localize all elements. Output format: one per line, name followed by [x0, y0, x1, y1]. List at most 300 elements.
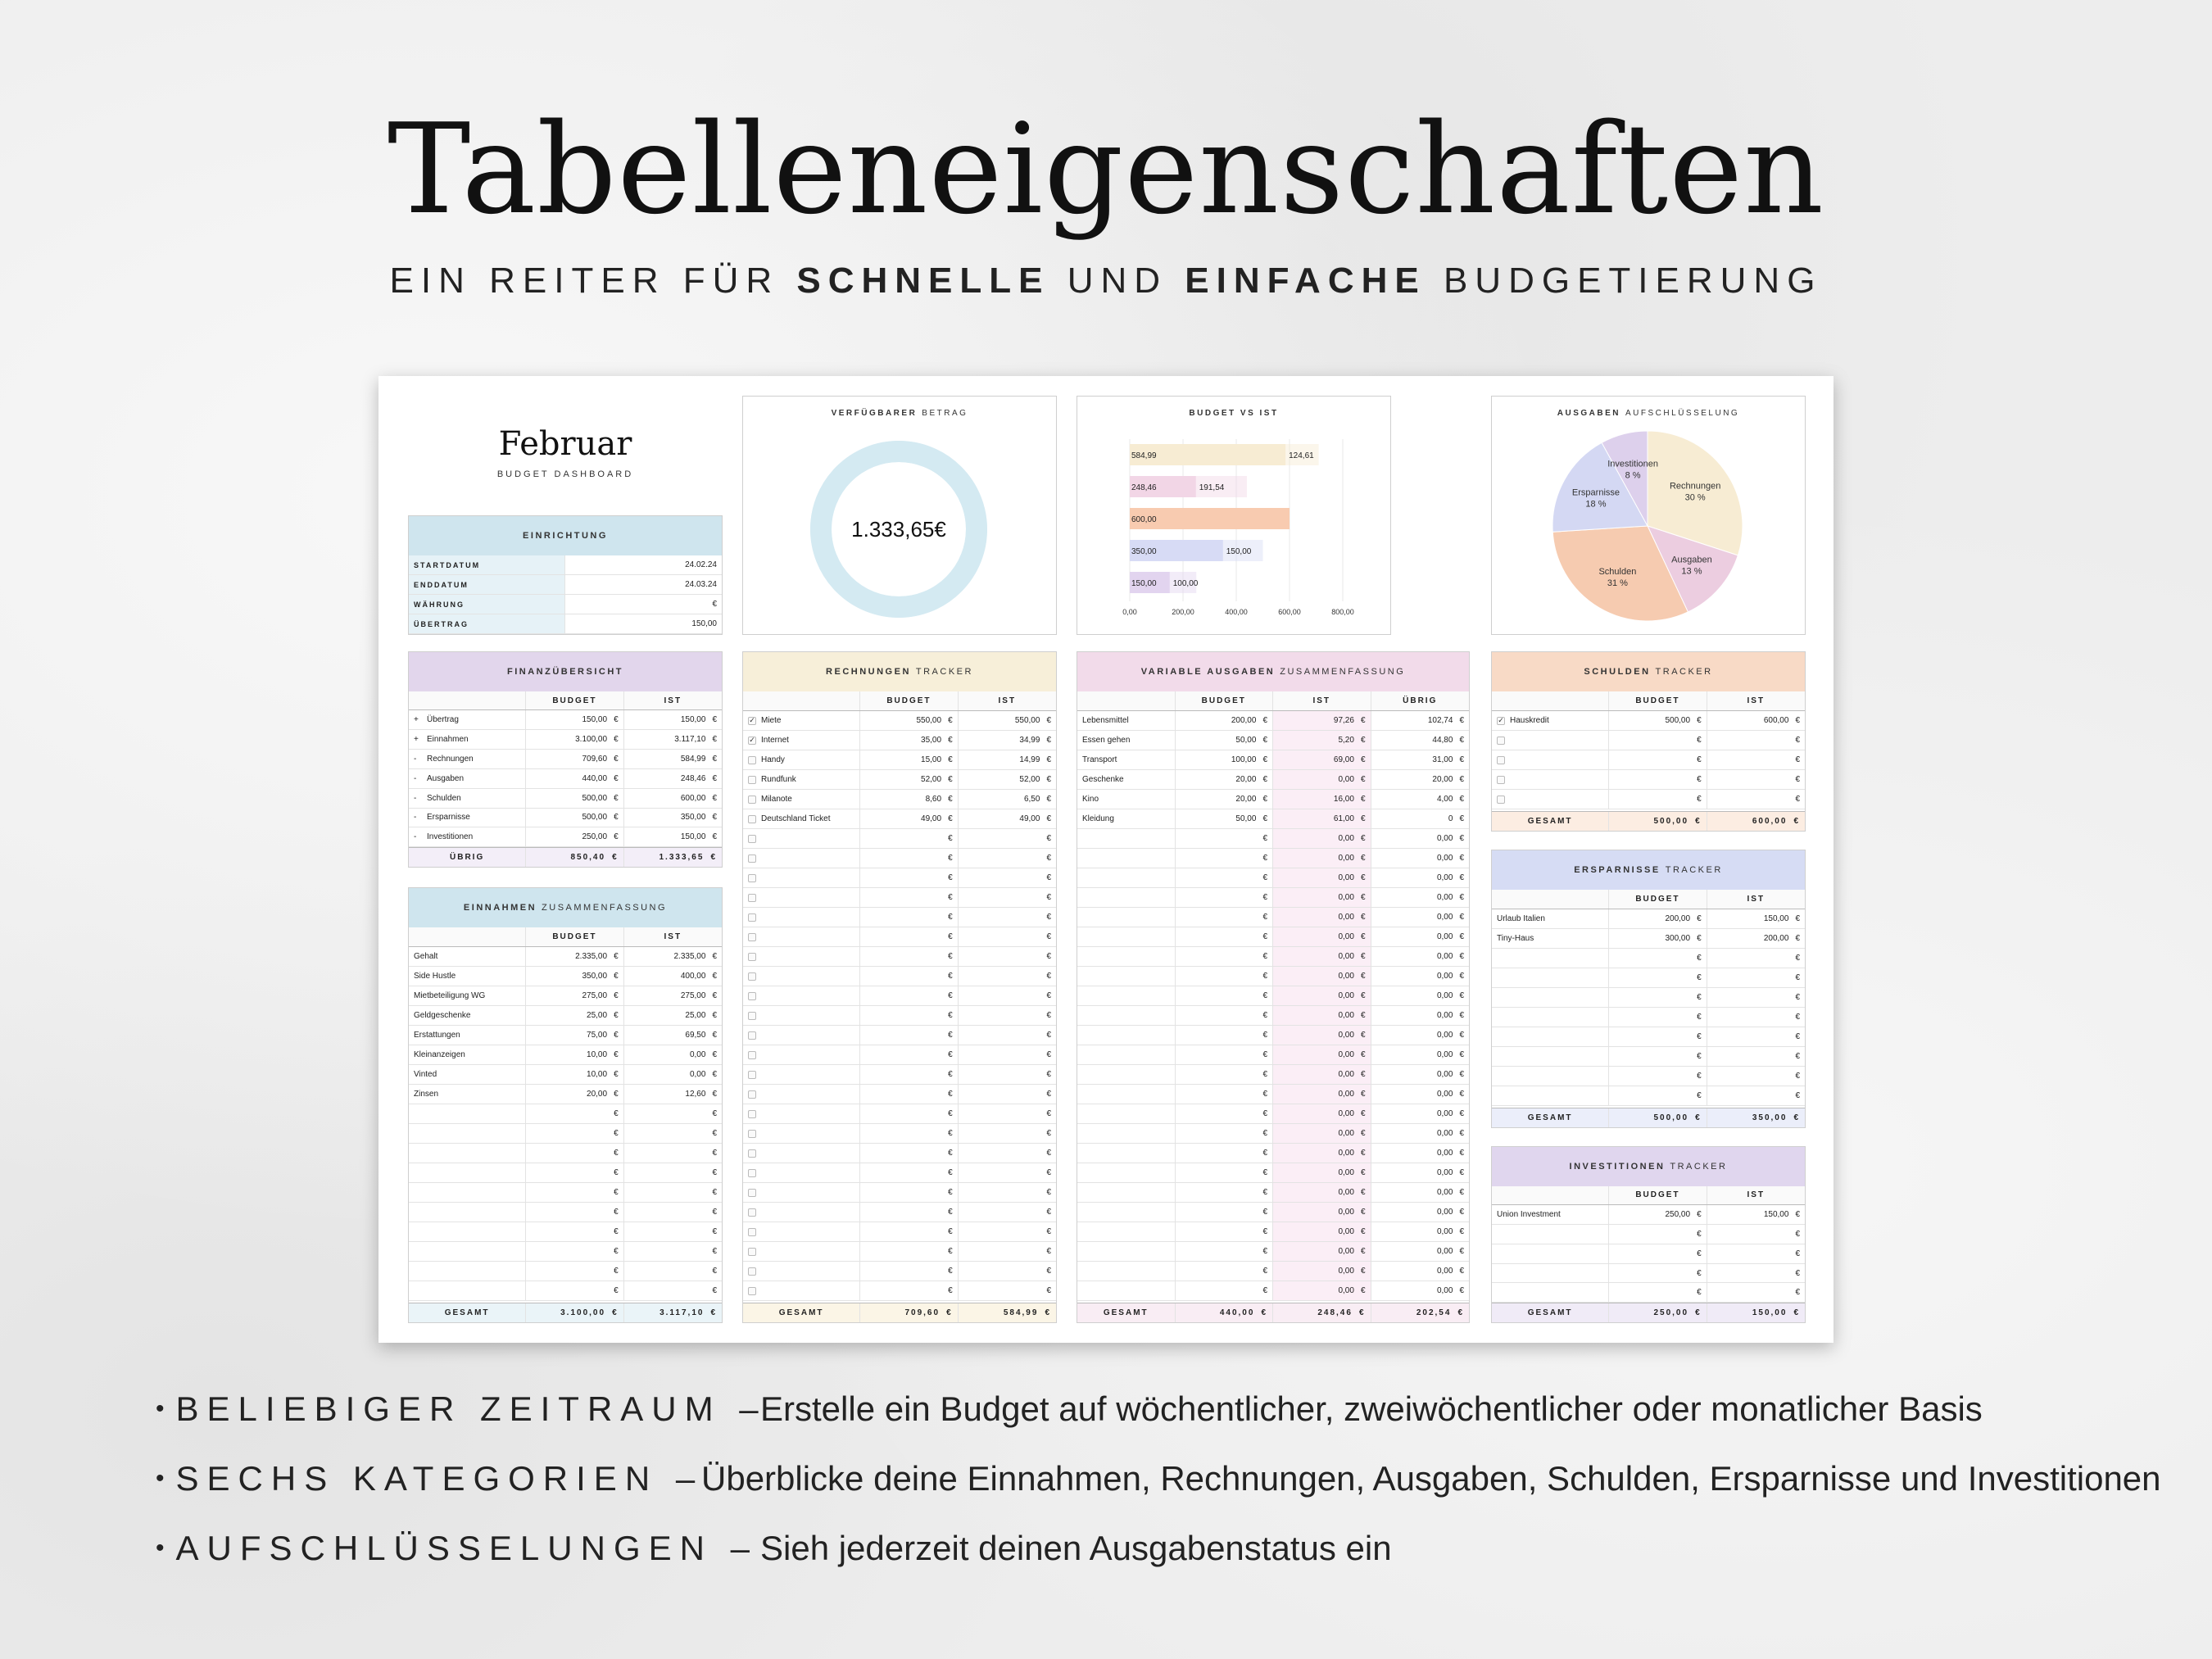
schulden-currency: €: [1695, 817, 1702, 826]
variable-currency: €: [1360, 1149, 1366, 1158]
einnahmen-empty-budget: [526, 1203, 623, 1222]
einnahmen-budget: [526, 967, 623, 986]
ersparnisse-item-name: [1492, 909, 1609, 928]
einnahmen-currency: €: [614, 952, 619, 961]
finanz-ist-text: 3.117,10: [674, 735, 706, 745]
variable-empty-uebrig: [1371, 868, 1470, 887]
ersparnisse-row: [1492, 929, 1805, 949]
ersparnisse-currency: €: [1795, 1052, 1800, 1061]
rechnungen-empty-ist: [959, 1104, 1056, 1123]
variable-row: [1077, 1085, 1469, 1104]
ersparnisse-currency: €: [1697, 1032, 1702, 1041]
variable-uebrig-text: 44,80: [1432, 736, 1453, 745]
x-tick-label: 800,00: [1331, 608, 1354, 616]
variable-ist-text: 69,00: [1333, 755, 1354, 764]
rechnungen-checkbox[interactable]: [748, 933, 756, 941]
einrichtung-key: WÄHRUNG: [409, 595, 565, 614]
variable-empty-ist-text: 0,00: [1338, 1168, 1354, 1177]
rechnungen-column-header: [743, 691, 1056, 711]
rechnungen-empty-budget: [860, 849, 958, 868]
variable-currency: €: [1262, 893, 1267, 902]
einnahmen-empty-name: [409, 1183, 526, 1202]
rechnungen-checkbox[interactable]: [748, 796, 756, 804]
variable-empty-ist-text: 0,00: [1338, 991, 1354, 1000]
rechnungen-checkbox[interactable]: [748, 1130, 756, 1138]
variable-row: [1077, 1242, 1469, 1262]
einnahmen-row: [409, 1026, 722, 1045]
variable-empty-ist-text: 0,00: [1338, 1267, 1354, 1276]
rechnungen-row: [743, 908, 1056, 927]
finanz-currency: €: [614, 832, 619, 842]
finanz-budget: [526, 789, 623, 808]
schulden-checkbox[interactable]: ✓: [1498, 716, 1504, 724]
einnahmen-empty-ist: [624, 1183, 722, 1202]
investitionen-currency: €: [1795, 1249, 1800, 1258]
variable-empty-budget: [1176, 1124, 1274, 1143]
finanz-header: [409, 652, 722, 691]
rechnungen-checkbox[interactable]: [748, 835, 756, 843]
variable-empty-uebrig: [1371, 1045, 1470, 1064]
variable-empty-ist-text: 0,00: [1338, 1227, 1354, 1236]
variable-empty-uebrig-text: 0,00: [1436, 952, 1453, 961]
einnahmen-item-name: [409, 1045, 526, 1064]
rechnungen-budget: [860, 770, 958, 789]
variable-currency: €: [1360, 716, 1366, 725]
x-tick-label: 400,00: [1225, 608, 1248, 616]
investitionen-column-header: [1492, 1186, 1805, 1206]
feature-desc: Überblicke deine Einnahmen, Rechnungen, Ausgaben, Schulden, Ersparnisse und Investitionen: [701, 1459, 2161, 1498]
variable-budget-text: 200,00: [1231, 716, 1257, 725]
schulden-item-name-text: Hauskredit: [1510, 716, 1549, 725]
variable-ist-text: 16,00: [1333, 795, 1354, 804]
variable-empty-name: [1077, 1242, 1176, 1261]
rechnungen-checkbox[interactable]: [748, 894, 756, 902]
pie-slice-name: Rechnungen: [1669, 481, 1721, 492]
variable-empty-ist: [1273, 1104, 1371, 1123]
rechnungen-checkbox[interactable]: [748, 1267, 756, 1276]
rechnungen-checkbox[interactable]: [748, 1110, 756, 1118]
variable-currency: €: [1262, 1070, 1267, 1079]
investitionen-empty-budget: [1609, 1264, 1707, 1283]
schulden-checkbox[interactable]: [1497, 756, 1505, 764]
einrichtung-key: ENDDATUM: [409, 575, 565, 594]
einrichtung-row: [409, 614, 722, 634]
ersparnisse-empty-name: [1492, 968, 1609, 987]
rechnungen-checkbox[interactable]: [748, 1248, 756, 1256]
schulden-item-name: [1492, 711, 1609, 730]
variable-footer-b-text: 440,00: [1219, 1308, 1255, 1317]
finanz-col-2: IST: [664, 696, 682, 705]
finanz-ist: [624, 710, 722, 729]
rechnungen-currency: €: [1046, 873, 1051, 882]
variable-empty-uebrig: [1371, 1163, 1470, 1182]
rechnungen-checkbox[interactable]: [748, 1189, 756, 1197]
einnahmen-row: [409, 1085, 722, 1104]
variable-empty-uebrig-text: 0,00: [1436, 1129, 1453, 1138]
rechnungen-empty-budget: [860, 1124, 958, 1143]
rechnungen-currency: €: [1046, 795, 1051, 804]
rechnungen-currency: €: [948, 1188, 953, 1197]
variable-empty-budget: [1176, 1026, 1274, 1045]
finanz-sign: -: [414, 754, 417, 764]
rechnungen-checkbox[interactable]: [748, 1228, 756, 1236]
rechnungen-currency: €: [948, 932, 953, 941]
rechnungen-empty-ist: [959, 1065, 1056, 1084]
pie-chart: [1492, 429, 1806, 634]
pie-header: [1492, 397, 1805, 429]
finanz-budget: [526, 827, 623, 846]
rechnungen-empty-ist: [959, 868, 1056, 887]
variable-currency: €: [1360, 1247, 1366, 1256]
einnahmen-currency: €: [712, 1129, 717, 1138]
rechnungen-currency: €: [948, 873, 953, 882]
schulden-currency: €: [1697, 755, 1702, 764]
schulden-footer: [1492, 811, 1805, 831]
variable-empty-ist: [1273, 908, 1371, 927]
finanz-row: [409, 789, 722, 809]
subtitle-part: BUDGETIERUNG: [1426, 261, 1823, 301]
variable-budget: [1176, 770, 1274, 789]
rechnungen-row: [743, 927, 1056, 947]
rechnungen-empty-budget: [860, 868, 958, 887]
variable-item-name: [1077, 790, 1176, 809]
finanz-item-name: [409, 809, 526, 827]
feature-key: AUFSCHLÜSSELUNGEN –: [175, 1529, 758, 1567]
investitionen-currency: €: [1697, 1288, 1702, 1298]
variable-col-1: BUDGET: [1176, 691, 1274, 710]
variable-currency: €: [1262, 755, 1267, 764]
variable-empty-name: [1077, 1222, 1176, 1241]
finanz-col-1: BUDGET: [526, 691, 623, 710]
investitionen-currency: €: [1795, 1230, 1800, 1239]
einnahmen-budget: [526, 947, 623, 966]
einnahmen-ist: [624, 1006, 722, 1025]
variable-currency: €: [1360, 1090, 1366, 1099]
rechnungen-row: [743, 829, 1056, 849]
variable-currency: €: [1262, 932, 1267, 941]
rechnungen-checkbox[interactable]: [748, 756, 756, 764]
variable-currency: €: [1262, 1050, 1267, 1059]
schulden-currency: €: [1795, 736, 1800, 745]
variable-uebrig: [1371, 750, 1470, 769]
rechnungen-checkbox[interactable]: [748, 1149, 756, 1158]
rechnungen-header: [743, 652, 1056, 691]
schulden-checkbox[interactable]: [1497, 737, 1505, 745]
rechnungen-currency: €: [1046, 736, 1051, 745]
ersparnisse-currency: €: [1795, 1072, 1800, 1081]
variable-currency: €: [1360, 1129, 1366, 1138]
finanz-title: FINANZÜBERSICHT: [507, 666, 623, 677]
investitionen-footer-b: [1609, 1303, 1707, 1322]
investitionen-col-1: BUDGET: [1609, 1186, 1707, 1205]
rechnungen-item-name: [743, 731, 860, 750]
einnahmen-empty-ist: [624, 1163, 722, 1182]
finanz-ist: [624, 827, 722, 846]
ersparnisse-row: [1492, 949, 1805, 968]
variable-currency: €: [1262, 1011, 1267, 1020]
investitionen-footer-n: [1492, 1303, 1609, 1322]
rechnungen-budget-text: 15,00: [921, 755, 942, 764]
variable-empty-ist: [1273, 1006, 1371, 1025]
rechnungen-row: [743, 731, 1056, 750]
rechnungen-row: [743, 849, 1056, 868]
rechnungen-checkbox[interactable]: [748, 854, 756, 863]
variable-empty-uebrig-text: 0,00: [1436, 1050, 1453, 1059]
variable-empty-budget: [1176, 1262, 1274, 1281]
einnahmen-empty-budget: [526, 1163, 623, 1182]
rechnungen-empty-name: [743, 967, 860, 986]
rechnungen-empty-budget: [860, 1045, 958, 1064]
variable-empty-uebrig: [1371, 927, 1470, 946]
variable-currency: €: [1459, 1070, 1464, 1079]
donut-chart: [743, 429, 1058, 634]
investitionen-empty-name: [1492, 1283, 1609, 1302]
variable-empty-ist-text: 0,00: [1338, 1070, 1354, 1079]
rechnungen-row: [743, 1026, 1056, 1045]
finanz-currency: €: [712, 715, 717, 725]
ersparnisse-budget: [1609, 909, 1707, 928]
variable-table: [1077, 651, 1470, 1323]
einnahmen-ist: [624, 1026, 722, 1045]
finanz-sign: +: [414, 715, 419, 725]
variable-currency: €: [1459, 775, 1464, 784]
investitionen-row: [1492, 1283, 1805, 1303]
rechnungen-currency: €: [1046, 932, 1051, 941]
rechnungen-ist: [959, 711, 1056, 730]
variable-empty-budget: [1176, 888, 1274, 907]
ersparnisse-currency: €: [1697, 1052, 1702, 1061]
rechnungen-empty-ist: [959, 986, 1056, 1005]
schulden-header: [1492, 652, 1805, 691]
variable-currency: €: [1459, 873, 1464, 882]
variable-currency: €: [1262, 1090, 1267, 1099]
rechnungen-footer-b-text: 709,60: [904, 1308, 941, 1317]
ersparnisse-currency: €: [1795, 993, 1800, 1002]
variable-empty-uebrig: [1371, 1222, 1470, 1241]
rechnungen-item-name: [743, 809, 860, 828]
einnahmen-empty-ist: [624, 1104, 722, 1123]
variable-empty-uebrig-text: 0,00: [1436, 1011, 1453, 1020]
rechnungen-checkbox[interactable]: [748, 1071, 756, 1079]
rechnungen-checkbox[interactable]: [748, 815, 756, 823]
finanz-currency: €: [712, 773, 717, 783]
rechnungen-currency: €: [1046, 991, 1051, 1000]
rechnungen-row: [743, 1281, 1056, 1301]
rechnungen-checkbox[interactable]: [748, 1051, 756, 1059]
rechnungen-empty-name: [743, 1006, 860, 1025]
variable-currency: €: [1262, 1031, 1267, 1040]
einnahmen-item-name-text: Gehalt: [414, 952, 438, 961]
schulden-checkbox[interactable]: [1497, 776, 1505, 784]
variable-currency: €: [1262, 1267, 1267, 1276]
rechnungen-row: [743, 947, 1056, 967]
variable-empty-uebrig: [1371, 1085, 1470, 1104]
finanz-item-name-text: Schulden: [427, 793, 461, 803]
investitionen-currency: €: [1697, 1268, 1702, 1278]
finanz-item-name: [409, 750, 526, 768]
rechnungen-currency: €: [1046, 1188, 1051, 1197]
variable-empty-uebrig-text: 0,00: [1436, 1188, 1453, 1197]
rechnungen-checkbox[interactable]: [748, 992, 756, 1000]
ersparnisse-empty-ist: [1707, 1047, 1805, 1066]
variable-empty-ist: [1273, 1281, 1371, 1300]
ersparnisse-footer-n-text: GESAMT: [1527, 1113, 1573, 1122]
variable-empty-ist: [1273, 849, 1371, 868]
einnahmen-ist-text: 0,00: [689, 1050, 706, 1059]
variable-empty-uebrig-text: 0,00: [1436, 1090, 1453, 1099]
rechnungen-currency: €: [1046, 1267, 1051, 1276]
rechnungen-row: [743, 1006, 1056, 1026]
variable-footer-b: [1176, 1303, 1274, 1322]
rechnungen-checkbox[interactable]: ✓: [749, 716, 755, 724]
variable-empty-ist: [1273, 888, 1371, 907]
rechnungen-checkbox[interactable]: [748, 776, 756, 784]
variable-empty-name: [1077, 1144, 1176, 1163]
variable-budget: [1176, 731, 1274, 750]
einnahmen-currency: €: [712, 1208, 717, 1217]
variable-empty-uebrig: [1371, 888, 1470, 907]
rechnungen-checkbox[interactable]: [748, 1287, 756, 1295]
dashboard-label: BUDGET DASHBOARD: [496, 469, 634, 479]
variable-empty-ist-text: 0,00: [1338, 1031, 1354, 1040]
rechnungen-empty-budget: [860, 1065, 958, 1084]
rechnungen-currency: €: [948, 1247, 953, 1256]
bullet-dot: •: [156, 1534, 165, 1562]
einnahmen-row: [409, 1163, 722, 1183]
rechnungen-budget-text: 52,00: [921, 775, 942, 784]
schulden-table: [1491, 651, 1806, 832]
rechnungen-budget: [860, 711, 958, 730]
einnahmen-currency: €: [712, 1267, 717, 1276]
variable-empty-budget: [1176, 868, 1274, 887]
ersparnisse-empty-name: [1492, 1047, 1609, 1066]
investitionen-budget: [1609, 1205, 1707, 1224]
variable-empty-ist-text: 0,00: [1338, 932, 1354, 941]
rechnungen-checkbox[interactable]: [748, 972, 756, 981]
variable-empty-ist-text: 0,00: [1338, 1188, 1354, 1197]
schulden-budget-text: 500,00: [1665, 716, 1691, 725]
finanz-sign: +: [414, 735, 419, 745]
finanz-currency: €: [712, 793, 717, 803]
rechnungen-empty-name: [743, 1104, 860, 1123]
rechnungen-checkbox[interactable]: [748, 1169, 756, 1177]
bullet-dot: •: [156, 1395, 165, 1422]
rechnungen-empty-name: [743, 1242, 860, 1261]
finanz-ist-text: 600,00: [680, 793, 706, 803]
finanz-currency: €: [710, 853, 717, 863]
schulden-footer-i: [1707, 812, 1805, 831]
einnahmen-row: [409, 1203, 722, 1222]
variable-empty-name: [1077, 967, 1176, 986]
rechnungen-checkbox[interactable]: [748, 874, 756, 882]
variable-row: [1077, 790, 1469, 809]
schulden-checkbox[interactable]: [1497, 796, 1505, 804]
variable-empty-uebrig: [1371, 908, 1470, 927]
rechnungen-empty-budget: [860, 1104, 958, 1123]
schulden-empty-ist: [1707, 770, 1805, 789]
rechnungen-currency: €: [946, 1308, 953, 1317]
ersparnisse-footer-b: [1609, 1108, 1707, 1127]
rechnungen-row: [743, 1242, 1056, 1262]
rechnungen-checkbox[interactable]: [748, 953, 756, 961]
investitionen-ist: [1707, 1205, 1805, 1224]
einnahmen-currency: €: [710, 1308, 717, 1317]
variable-empty-uebrig: [1371, 967, 1470, 986]
variable-currency: €: [1360, 814, 1366, 823]
bar-remaining-label: 150,00: [1226, 547, 1252, 556]
variable-empty-uebrig-text: 0,00: [1436, 1227, 1453, 1236]
rechnungen-currency: €: [948, 1286, 953, 1295]
einnahmen-column-header: [409, 927, 722, 947]
variable-empty-uebrig-text: 0,00: [1436, 873, 1453, 882]
ersparnisse-budget-text: 300,00: [1665, 934, 1691, 943]
variable-currency: €: [1459, 991, 1464, 1000]
finanz-ist-text: 150,00: [680, 715, 706, 725]
rechnungen-checkbox[interactable]: [748, 1031, 756, 1040]
variable-empty-ist: [1273, 1183, 1371, 1202]
variable-row: [1077, 1045, 1469, 1065]
finanz-ist-text: 150,00: [680, 832, 706, 842]
einnahmen-col-2: IST: [664, 932, 682, 941]
rechnungen-checkbox[interactable]: ✓: [749, 736, 755, 744]
schulden-ist-text: 600,00: [1763, 716, 1789, 725]
rechnungen-currency: €: [948, 1129, 953, 1138]
ersparnisse-currency: €: [1795, 914, 1800, 923]
variable-row: [1077, 1065, 1469, 1085]
rechnungen-empty-ist: [959, 967, 1056, 986]
einnahmen-budget: [526, 1045, 623, 1064]
rechnungen-footer-n: [743, 1303, 860, 1322]
einnahmen-row: [409, 1183, 722, 1203]
finanz-row: [409, 769, 722, 789]
rechnungen-budget-text: 49,00: [921, 814, 942, 823]
rechnungen-checkbox[interactable]: [748, 1208, 756, 1217]
variable-empty-uebrig-text: 0,00: [1436, 1149, 1453, 1158]
verfuegbar-header: [743, 397, 1056, 429]
investitionen-table: [1491, 1146, 1806, 1323]
rechnungen-checkbox[interactable]: [748, 1012, 756, 1020]
variable-empty-ist-text: 0,00: [1338, 1050, 1354, 1059]
einnahmen-empty-ist: [624, 1203, 722, 1222]
finanz-currency: €: [614, 715, 619, 725]
schulden-row: [1492, 770, 1805, 790]
rechnungen-row: [743, 711, 1056, 731]
variable-empty-ist: [1273, 1222, 1371, 1241]
einnahmen-ist: [624, 1065, 722, 1084]
rechnungen-empty-ist: [959, 908, 1056, 927]
variable-empty-ist-text: 0,00: [1338, 854, 1354, 863]
investitionen-item-name-text: Union Investment: [1497, 1210, 1561, 1220]
einnahmen-empty-budget: [526, 1262, 623, 1281]
rechnungen-item-name-text: Handy: [761, 755, 785, 764]
ersparnisse-footer: [1492, 1108, 1805, 1127]
variable-row: [1077, 849, 1469, 868]
rechnungen-empty-ist: [959, 1183, 1056, 1202]
variable-empty-ist-text: 0,00: [1338, 1129, 1354, 1138]
schulden-currency: €: [1793, 817, 1800, 826]
rechnungen-table: [742, 651, 1057, 1323]
rechnungen-checkbox[interactable]: [748, 913, 756, 922]
rechnungen-empty-budget: [860, 1281, 958, 1300]
einnahmen-budget: [526, 1065, 623, 1084]
finanz-row: [409, 827, 722, 847]
rechnungen-currency: €: [948, 834, 953, 843]
rechnungen-checkbox[interactable]: [748, 1090, 756, 1099]
investitionen-footer-i-text: 150,00: [1752, 1308, 1788, 1318]
variable-currency: €: [1360, 1050, 1366, 1059]
einnahmen-empty-name: [409, 1242, 526, 1261]
rechnungen-empty-name: [743, 986, 860, 1005]
